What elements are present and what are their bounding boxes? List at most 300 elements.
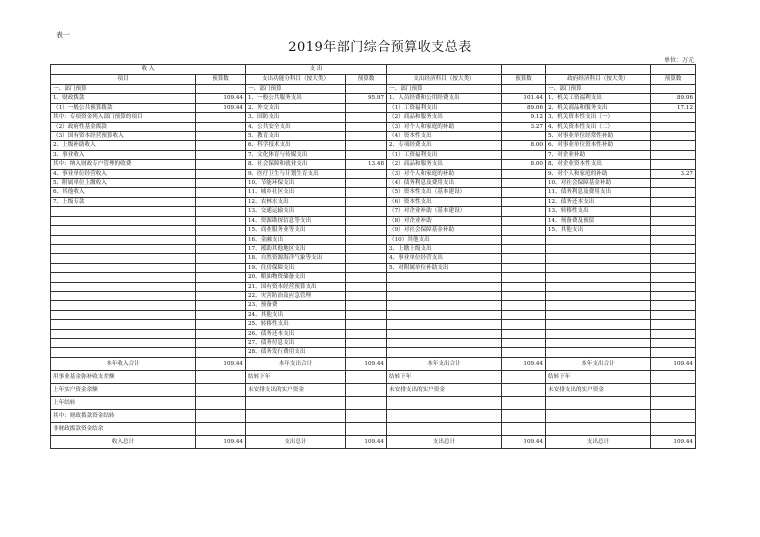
func-budget: [346, 216, 387, 225]
econ-item: （9）对社会保障基金补助: [387, 226, 502, 235]
budget-header: 预算数: [502, 75, 546, 85]
gov-budget: [651, 207, 696, 216]
income-item: 2、上级补助收入: [51, 141, 196, 150]
footer-income-value: [196, 396, 246, 409]
income-item: 一、部门预算: [51, 85, 196, 94]
gov-budget: [651, 301, 696, 310]
gov-item: [546, 291, 651, 300]
gov-item: [546, 254, 651, 263]
econ-item: （8）对企业补助: [387, 216, 502, 225]
gov-budget: [651, 329, 696, 338]
income-item: 5、附属单位上缴收入: [51, 179, 196, 188]
func-item: 12、农林水支出: [246, 197, 346, 206]
income-item: [51, 226, 196, 235]
gov-budget: [651, 150, 696, 159]
func-budget: [346, 329, 387, 338]
func-item: 27、债务付息支出: [246, 338, 346, 347]
table-row: [51, 348, 696, 357]
income-item: 7、上级专款: [51, 197, 196, 206]
econ-budget: [502, 207, 546, 216]
table-row: [51, 226, 696, 235]
table-row: [51, 122, 696, 131]
income-item: 其中：专项资金列入部门预算的项目: [51, 113, 196, 122]
header-blank: [546, 65, 651, 75]
econ-budget: [502, 320, 546, 329]
gov-item: 12、债务还本支出: [546, 197, 651, 206]
func-item: 9、医疗卫生与计划生育支出: [246, 169, 346, 178]
func-budget: [346, 235, 387, 244]
income-item: [51, 207, 196, 216]
income-total-value: 109.44: [196, 357, 246, 370]
func-item: 5、教育支出: [246, 132, 346, 141]
econ-budget: [502, 329, 546, 338]
income-item: [51, 235, 196, 244]
table-row: [51, 207, 696, 216]
func-budget: [346, 122, 387, 131]
footer-econ-item: [387, 409, 502, 422]
gov-budget: [651, 216, 696, 225]
table-row: [51, 160, 696, 169]
func-budget: [346, 179, 387, 188]
page-title: 2019年部门综合预算收支总表: [288, 40, 472, 55]
gov-item: [546, 273, 651, 282]
income-item: [51, 216, 196, 225]
income-budget: [196, 179, 246, 188]
gov-item: [546, 282, 651, 291]
table-row: [51, 320, 696, 329]
func-item: 22、灾害防治及应急管理: [246, 291, 346, 300]
gov-item: [546, 329, 651, 338]
gov-item: 11、债务利息及费用支出: [546, 188, 651, 197]
econ-total-label: 本年支出合计: [387, 357, 502, 370]
income-budget: [196, 197, 246, 206]
func-item: 10、节能环保支出: [246, 179, 346, 188]
func-budget: [346, 282, 387, 291]
footer-gov-item: 未安排支出的实户资金: [546, 383, 651, 396]
gov-item: [546, 338, 651, 347]
func-budget: [346, 310, 387, 319]
income-budget: [196, 216, 246, 225]
func-total-label: 本年支出合计: [246, 357, 346, 370]
footer-income-value: [196, 370, 246, 383]
header-blank: [387, 65, 502, 75]
gov-item: 3、机关资本性支出（一）: [546, 113, 651, 122]
func-item: 6、科学技术支出: [246, 141, 346, 150]
footer-econ-value: [502, 409, 546, 422]
income-budget: [196, 160, 246, 169]
footer-func-value: [346, 422, 387, 435]
econ-budget: [502, 235, 546, 244]
func-budget: [346, 141, 387, 150]
grand-total-row: [51, 435, 696, 448]
income-budget: [196, 291, 246, 300]
footer-gov-value: [651, 370, 696, 383]
footer-econ-value: [502, 383, 546, 396]
unit-label: 单位：万元: [663, 57, 694, 64]
income-item: [51, 282, 196, 291]
income-budget: [196, 348, 246, 357]
econ-item: （3）对个人和家庭的补助: [387, 122, 502, 131]
func-budget: [346, 132, 387, 141]
gov-budget: [651, 179, 696, 188]
footer-row: [51, 422, 696, 435]
table-row: [51, 273, 696, 282]
footer-row: [51, 396, 696, 409]
gov-budget: [651, 254, 696, 263]
income-total-label: 本年收入合计: [51, 357, 196, 370]
func-budget: [346, 291, 387, 300]
table-row: [51, 235, 696, 244]
budget-header: 预算数: [196, 75, 246, 85]
func-budget: [346, 348, 387, 357]
econ-item: [387, 273, 502, 282]
gov-budget: [651, 226, 696, 235]
gov-budget: 89.06: [651, 94, 696, 103]
gov-item: [546, 310, 651, 319]
gov-budget: [651, 160, 696, 169]
table-row: [51, 329, 696, 338]
func-item: 4、公共安全支出: [246, 122, 346, 131]
gov-budget: [651, 85, 696, 94]
func-budget: [346, 85, 387, 94]
income-grand-label: 收入总计: [51, 435, 196, 448]
gov-item: [546, 301, 651, 310]
income-item: 6、其他收入: [51, 188, 196, 197]
income-item: [51, 320, 196, 329]
footer-income-value: [196, 422, 246, 435]
func-item: 23、预备费: [246, 301, 346, 310]
econ-item: [387, 291, 502, 300]
footer-econ-value: [502, 370, 546, 383]
income-budget: [196, 338, 246, 347]
income-item: [51, 301, 196, 310]
table-row: [51, 132, 696, 141]
func-header: 支出功能分科目（按大类）: [246, 75, 346, 85]
income-budget: [196, 85, 246, 94]
func-item: 25、转移性支出: [246, 320, 346, 329]
gov-budget: [651, 244, 696, 253]
income-item: [51, 329, 196, 338]
gov-budget: [651, 348, 696, 357]
header-blank: [502, 65, 546, 75]
gov-budget: [651, 273, 696, 282]
func-budget: [346, 197, 387, 206]
func-budget: [346, 207, 387, 216]
func-budget: [346, 226, 387, 235]
func-item: 26、债务还本支出: [246, 329, 346, 338]
header-blank: [651, 65, 696, 75]
func-item: 14、资源勘探信息等支出: [246, 216, 346, 225]
income-budget: [196, 169, 246, 178]
econ-item: [387, 320, 502, 329]
table-row: [51, 282, 696, 291]
econ-item: 4、事业单位经营支出: [387, 254, 502, 263]
header-row-2: [51, 75, 696, 85]
income-item: [51, 310, 196, 319]
econ-budget: [502, 188, 546, 197]
econ-item: 5、对附属单位补助支出: [387, 263, 502, 272]
gov-item: 6、对事业单位资本性补助: [546, 141, 651, 150]
econ-budget: [502, 169, 546, 178]
econ-item: 2、专项经费支出: [387, 141, 502, 150]
table-row: [51, 169, 696, 178]
income-item: 3、事业收入: [51, 150, 196, 159]
table-row: [51, 254, 696, 263]
gov-item: [546, 244, 651, 253]
income-item: 4、事业单位经营收入: [51, 169, 196, 178]
gov-item: [546, 263, 651, 272]
func-total-value: 109.44: [346, 357, 387, 370]
econ-budget: [502, 263, 546, 272]
footer-row: [51, 409, 696, 422]
econ-budget: [502, 197, 546, 206]
econ-item: [387, 329, 502, 338]
econ-budget: [502, 273, 546, 282]
footer-func-item: 未安排支出的实户资金: [246, 383, 346, 396]
gov-budget: [651, 235, 696, 244]
footer-row: [51, 383, 696, 396]
footer-income-value: [196, 383, 246, 396]
econ-item: （4）债务利息及费用支出: [387, 179, 502, 188]
func-budget: [346, 301, 387, 310]
econ-grand-value: 109.44: [502, 435, 546, 448]
func-item: 1、一般公共服务支出: [246, 94, 346, 103]
expense-header: 支 出: [246, 65, 387, 75]
econ-item: （1）工资福利支出: [387, 103, 502, 112]
income-budget: [196, 273, 246, 282]
func-item: 8、社会保障和就业支出: [246, 160, 346, 169]
table-row: [51, 85, 696, 94]
table-row: [51, 291, 696, 300]
income-budget: [196, 226, 246, 235]
func-budget: [346, 188, 387, 197]
gov-header: 政府经济科目（按大类）: [546, 75, 651, 85]
table-row: [51, 244, 696, 253]
table-row: [51, 216, 696, 225]
income-budget: [196, 244, 246, 253]
func-item: 20、粮油物资储备支出: [246, 273, 346, 282]
gov-budget: [651, 320, 696, 329]
income-item: [51, 338, 196, 347]
gov-item: 10、对社会保障基金补助: [546, 179, 651, 188]
table-row: [51, 103, 696, 112]
econ-item: （6）资本性支出: [387, 197, 502, 206]
gov-item: [546, 320, 651, 329]
gov-grand-label: 支出总计: [546, 435, 651, 448]
footer-gov-item: [546, 422, 651, 435]
income-item: [51, 244, 196, 253]
income-budget: [196, 188, 246, 197]
footer-func-item: [246, 409, 346, 422]
footer-econ-item: [387, 396, 502, 409]
econ-header: 支出经济科目（按大类）: [387, 75, 502, 85]
func-item: 24、其他支出: [246, 310, 346, 319]
func-budget: [346, 169, 387, 178]
income-item: [51, 263, 196, 272]
income-item: 1、财政拨款: [51, 94, 196, 103]
table-row: [51, 263, 696, 272]
econ-budget: [502, 348, 546, 357]
income-budget: 109.44: [196, 94, 246, 103]
gov-total-value: 109.44: [651, 357, 696, 370]
func-budget: [346, 150, 387, 159]
func-item: 16、金融支出: [246, 235, 346, 244]
func-budget: [346, 254, 387, 263]
income-budget: [196, 207, 246, 216]
gov-item: 4、机关资本性支出（二）: [546, 122, 651, 131]
income-item: 其中：纳入财政专户管理的收费: [51, 160, 196, 169]
income-grand-value: 109.44: [196, 435, 246, 448]
budget-table: [50, 64, 696, 449]
footer-income-item: 非财政拨款资金结余: [51, 422, 196, 435]
econ-item: 3、上缴上级支出: [387, 244, 502, 253]
func-budget: [346, 244, 387, 253]
gov-item: 8、对企业资本性支出: [546, 160, 651, 169]
econ-item: （2）商品和服务支出: [387, 113, 502, 122]
func-item: 18、自然资源海洋气象等支出: [246, 254, 346, 263]
econ-budget: [502, 216, 546, 225]
econ-budget: [502, 254, 546, 263]
gov-budget: [651, 310, 696, 319]
func-budget: [346, 103, 387, 112]
income-item: （1）一般公共预算拨款: [51, 103, 196, 112]
income-item: [51, 273, 196, 282]
footer-func-item: [246, 422, 346, 435]
gov-grand-value: 109.44: [651, 435, 696, 448]
gov-budget: [651, 132, 696, 141]
econ-budget: 8.00: [502, 160, 546, 169]
gov-budget: [651, 282, 696, 291]
func-item: 11、城乡社区支出: [246, 188, 346, 197]
func-grand-value: 109.44: [346, 435, 387, 448]
footer-func-value: [346, 370, 387, 383]
func-item: 2、外交支出: [246, 103, 346, 112]
econ-budget: [502, 226, 546, 235]
econ-total-value: 109.44: [502, 357, 546, 370]
table-row: [51, 141, 696, 150]
footer-gov-value: [651, 396, 696, 409]
footer-row: [51, 370, 696, 383]
header-row-1: [51, 65, 696, 75]
footer-income-item: 用事业基金弥补收支差额: [51, 370, 196, 383]
econ-budget: [502, 85, 546, 94]
gov-budget: [651, 122, 696, 131]
income-item: [51, 348, 196, 357]
income-budget: [196, 301, 246, 310]
func-item: 13、交通运输支出: [246, 207, 346, 216]
gov-item: 13、转移性支出: [546, 207, 651, 216]
econ-budget: [502, 179, 546, 188]
income-budget: [196, 310, 246, 319]
budget-header: 预算数: [651, 75, 696, 85]
income-budget: [196, 282, 246, 291]
func-item: 17、援助其他地区支出: [246, 244, 346, 253]
income-budget: [196, 263, 246, 272]
econ-item: 一、部门预算: [387, 85, 502, 94]
table-row: [51, 94, 696, 103]
footer-gov-item: [546, 409, 651, 422]
func-budget: 13.48: [346, 160, 387, 169]
func-item: 3、国防支出: [246, 113, 346, 122]
income-budget: [196, 254, 246, 263]
gov-item: 1、机关工资福利支出: [546, 94, 651, 103]
footer-func-value: [346, 396, 387, 409]
econ-item: [387, 301, 502, 310]
footer-econ-value: [502, 396, 546, 409]
income-item: （3）国有资本经营预算收入: [51, 132, 196, 141]
table-row: [51, 188, 696, 197]
footer-func-value: [346, 383, 387, 396]
income-budget: [196, 141, 246, 150]
gov-budget: [651, 113, 696, 122]
econ-budget: [502, 291, 546, 300]
gov-budget: [651, 263, 696, 272]
footer-func-value: [346, 409, 387, 422]
table-row: [51, 338, 696, 347]
table-row: [51, 197, 696, 206]
econ-budget: [502, 310, 546, 319]
econ-budget: [502, 338, 546, 347]
footer-econ-item: [387, 422, 502, 435]
budget-header: 预算数: [346, 75, 387, 85]
gov-budget: 17.12: [651, 103, 696, 112]
income-budget: [196, 132, 246, 141]
gov-item: 5、对事业单位经常性补助: [546, 132, 651, 141]
econ-item: 1、人员经费和公用经费支出: [387, 94, 502, 103]
econ-item: （3）对个人和家庭的补助: [387, 169, 502, 178]
footer-income-item: 上年结转: [51, 396, 196, 409]
gov-item: 一、部门预算: [546, 85, 651, 94]
econ-budget: 89.06: [502, 103, 546, 112]
income-budget: [196, 150, 246, 159]
func-item: 21、国有资本经营预算支出: [246, 282, 346, 291]
footer-income-item: 上年实户资金余额: [51, 383, 196, 396]
footer-func-item: [246, 396, 346, 409]
gov-item: [546, 348, 651, 357]
footer-gov-value: [651, 383, 696, 396]
gov-budget: 3.27: [651, 169, 696, 178]
footer-func-item: 结转下年: [246, 370, 346, 383]
item-header: 项目: [51, 75, 196, 85]
footer-gov-value: [651, 409, 696, 422]
footer-econ-item: 未安排支出的实户资金: [387, 383, 502, 396]
gov-item: 7、对企业补助: [546, 150, 651, 159]
gov-item: [546, 235, 651, 244]
footer-econ-value: [502, 422, 546, 435]
footer-econ-item: 结转下年: [387, 370, 502, 383]
footer-income-value: [196, 409, 246, 422]
gov-budget: [651, 291, 696, 300]
gov-item: 2、机关商品和服务支出: [546, 103, 651, 112]
gov-item: 14、预备费及预留: [546, 216, 651, 225]
econ-item: [387, 310, 502, 319]
income-header: 收 入: [51, 65, 246, 75]
func-grand-label: 支出总计: [246, 435, 346, 448]
econ-item: [387, 348, 502, 357]
func-item: 28、债务发行费用支出: [246, 348, 346, 357]
econ-item: （7）对企业补助（基本建设）: [387, 207, 502, 216]
footer-income-item: 其中：财政拨款资金结转: [51, 409, 196, 422]
income-budget: [196, 235, 246, 244]
income-budget: [196, 329, 246, 338]
income-budget: [196, 113, 246, 122]
footer-gov-item: 结转下年: [546, 370, 651, 383]
econ-budget: [502, 301, 546, 310]
econ-item: （5）资本性支出（基本建设）: [387, 188, 502, 197]
econ-item: （2）商品和服务支出: [387, 160, 502, 169]
func-item: 一、部门预算: [246, 85, 346, 94]
econ-budget: 3.27: [502, 122, 546, 131]
